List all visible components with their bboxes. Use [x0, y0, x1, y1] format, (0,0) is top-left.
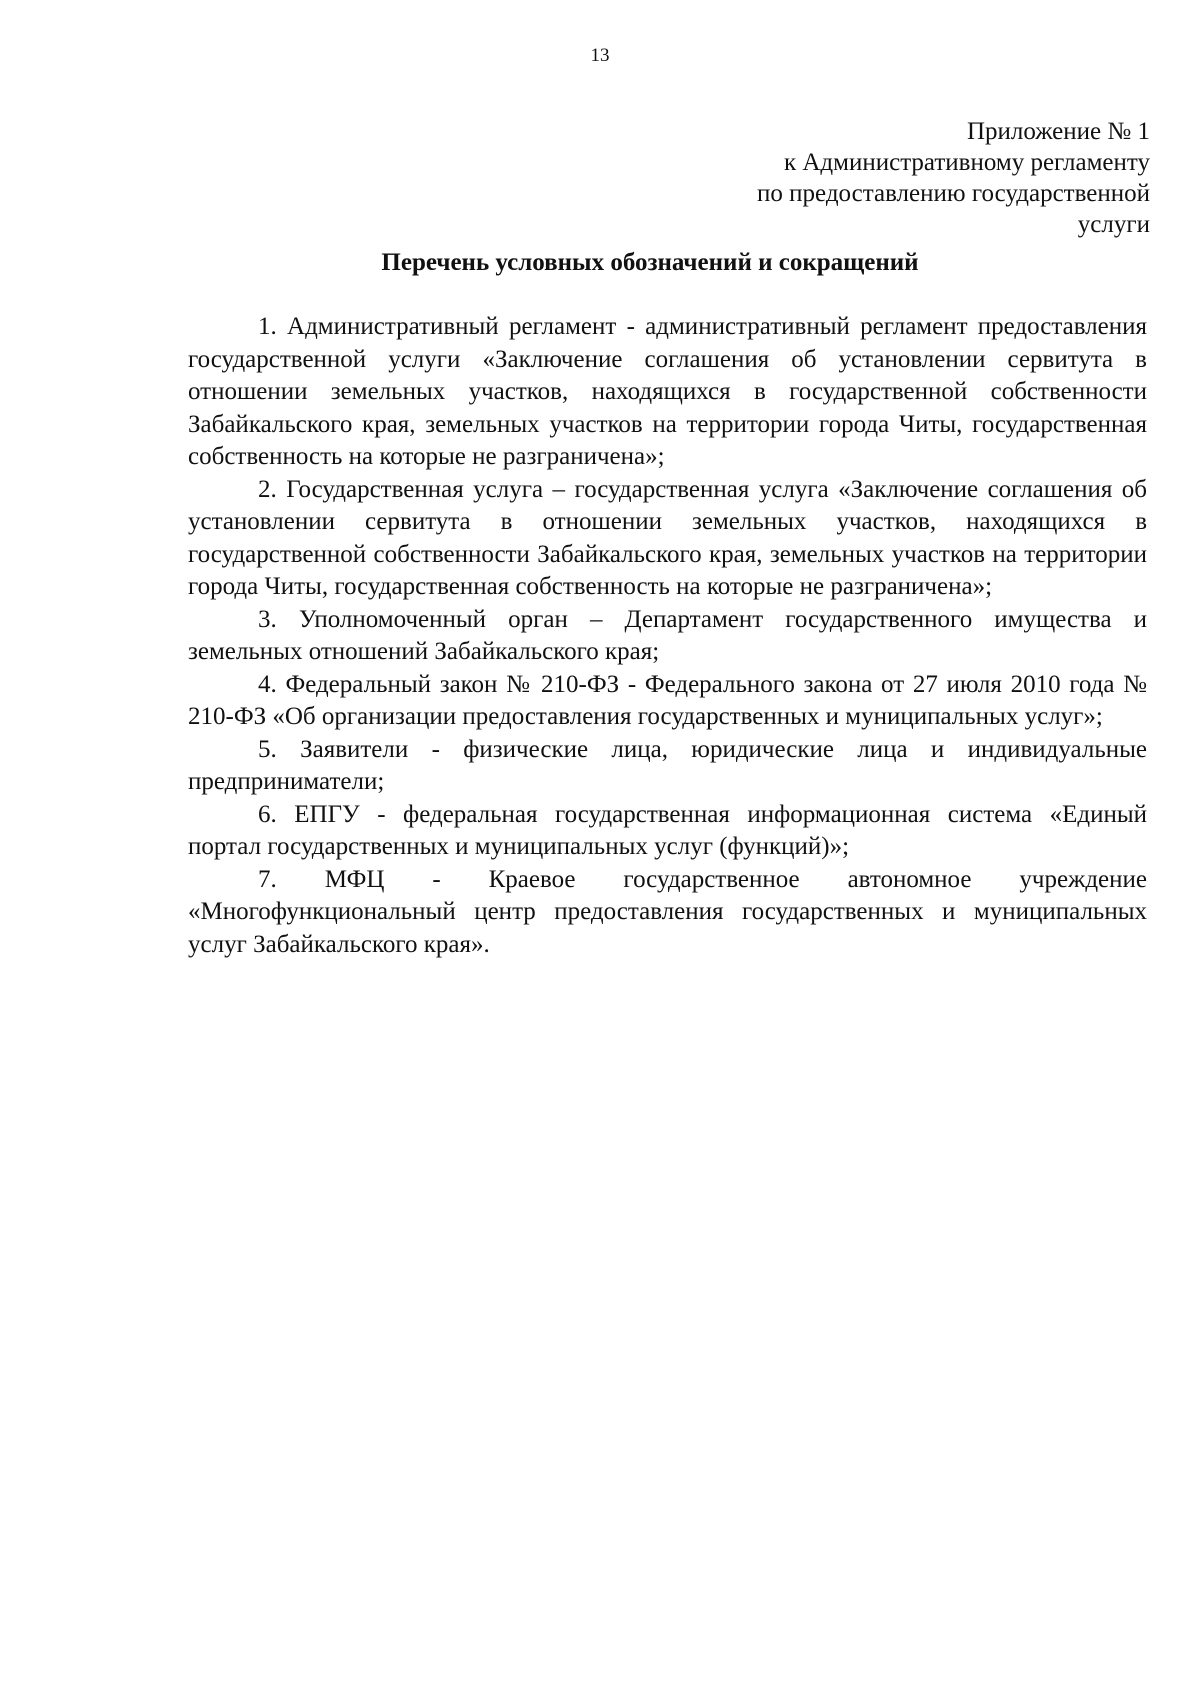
list-item	[188, 474, 1147, 604]
appendix-line: услуги	[1077, 211, 1150, 238]
item-number: 2.	[258, 475, 277, 503]
abbreviations-list	[188, 311, 1147, 961]
appendix-line: к Административному регламенту	[783, 149, 1150, 176]
appendix-header	[630, 116, 1150, 240]
appendix-line: Приложение № 1	[966, 118, 1150, 145]
item-number: 3.	[258, 605, 277, 633]
item-text: МФЦ - Краевое государственное автономное учреждение «Многофункциональный центр предоставления государственных и муниципальных услуг Забайкальского края».	[188, 865, 1147, 958]
page-number: 13	[590, 45, 610, 66]
item-text: ЕПГУ - федеральная государственная информационная система «Единый портал государственных и муниципальных услуг (функций)»;	[188, 800, 1148, 860]
list-item	[188, 669, 1147, 734]
item-text: Административный регламент - административный регламент предоставления государственной услуги «Заключение соглашения об установлении сервитута в отношении земельных участков, находящихся в государственной собственности Забайкальского края, земельных участков на территории города Читы, государственная собственность на которые не разграничена»;	[188, 313, 1147, 470]
item-text: Государственная услуга – государственная услуга «Заключение соглашения об установлении сервитута в отношении земельных участков, находящихся в государственной собственности Забайкальского края, земельных участков на территории города Читы, государственная собственность на которые не разграничена»;	[188, 475, 1148, 600]
list-item	[188, 604, 1147, 669]
item-number: 6.	[258, 800, 277, 828]
list-item	[188, 864, 1147, 962]
item-number: 4.	[258, 670, 277, 698]
item-text: Федеральный закон № 210-ФЗ - Федерального закона от 27 июля 2010 года № 210-ФЗ «Об организации предоставления государственных и муниципальных услуг»;	[188, 670, 1148, 730]
item-text: Заявители - физические лица, юридические лица и индивидуальные предприниматели;	[188, 735, 1147, 795]
item-text: Уполномоченный орган – Департамент государственного имущества и земельных отношений Забайкальского края;	[188, 605, 1148, 665]
item-number: 1.	[258, 313, 277, 340]
document-title: Перечень условных обозначений и сокращений	[381, 249, 919, 276]
item-number: 7.	[258, 865, 277, 893]
list-item	[188, 799, 1147, 864]
list-item	[188, 734, 1147, 799]
list-item	[188, 311, 1147, 474]
item-number: 5.	[258, 735, 277, 763]
appendix-line: по предоставлению государственной	[757, 180, 1150, 207]
